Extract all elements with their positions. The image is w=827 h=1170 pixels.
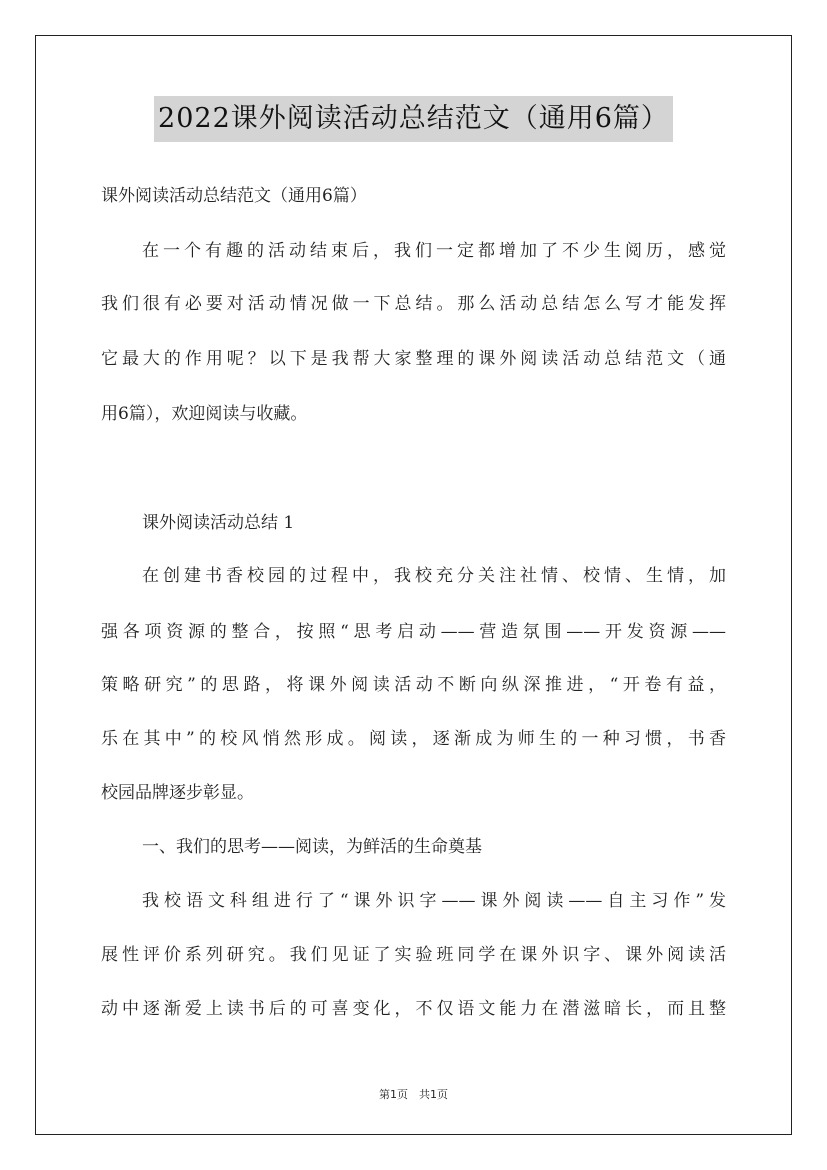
body-line-1: 我校语文科组进行了“课外识字——课外阅读——自主习作”发 <box>142 891 726 911</box>
intro-line-1: 在一个有趣的活动结束后，我们一定都增加了不少生阅历，感觉 <box>142 241 726 261</box>
intro-line-4: 用6篇），欢迎阅读与收藏。 <box>101 404 308 424</box>
body-line-3: 动中逐渐爱上读书后的可喜变化，不仅语文能力在潜滋暗长，而且整 <box>101 999 726 1019</box>
section-line-5: 校园品牌逐步彰显。 <box>101 783 254 803</box>
document-subtitle: 课外阅读活动总结范文（通用6篇） <box>101 186 367 206</box>
section-line-3: 策略研究”的思路，将课外阅读活动不断向纵深推进，“开卷有益， <box>101 675 726 695</box>
intro-line-3: 它最大的作用呢？以下是我帮大家整理的课外阅读活动总结范文（通 <box>101 349 726 369</box>
document-title: 2022课外阅读活动总结范文（通用6篇） <box>154 96 673 142</box>
body-line-2: 展性评价系列研究。我们见证了实验班同学在课外识字、课外阅读活 <box>101 945 726 965</box>
intro-line-2: 我们很有必要对活动情况做一下总结。那么活动总结怎么写才能发挥 <box>101 294 726 314</box>
section-line-1: 在创建书香校园的过程中，我校充分关注社情、校情、生情，加 <box>142 566 726 586</box>
section-line-2: 强各项资源的整合，按照“思考启动——营造氛围——开发资源—— <box>101 622 726 642</box>
title-container <box>0 96 827 142</box>
subheading: 一、我们的思考——阅读，为鲜活的生命奠基 <box>142 837 482 857</box>
page-footer: 第1页 共1页 <box>379 1088 448 1101</box>
section-heading: 课外阅读活动总结 1 <box>142 513 295 533</box>
section-line-4: 乐在其中”的校风悄然形成。阅读，逐渐成为师生的一种习惯，书香 <box>101 729 726 749</box>
